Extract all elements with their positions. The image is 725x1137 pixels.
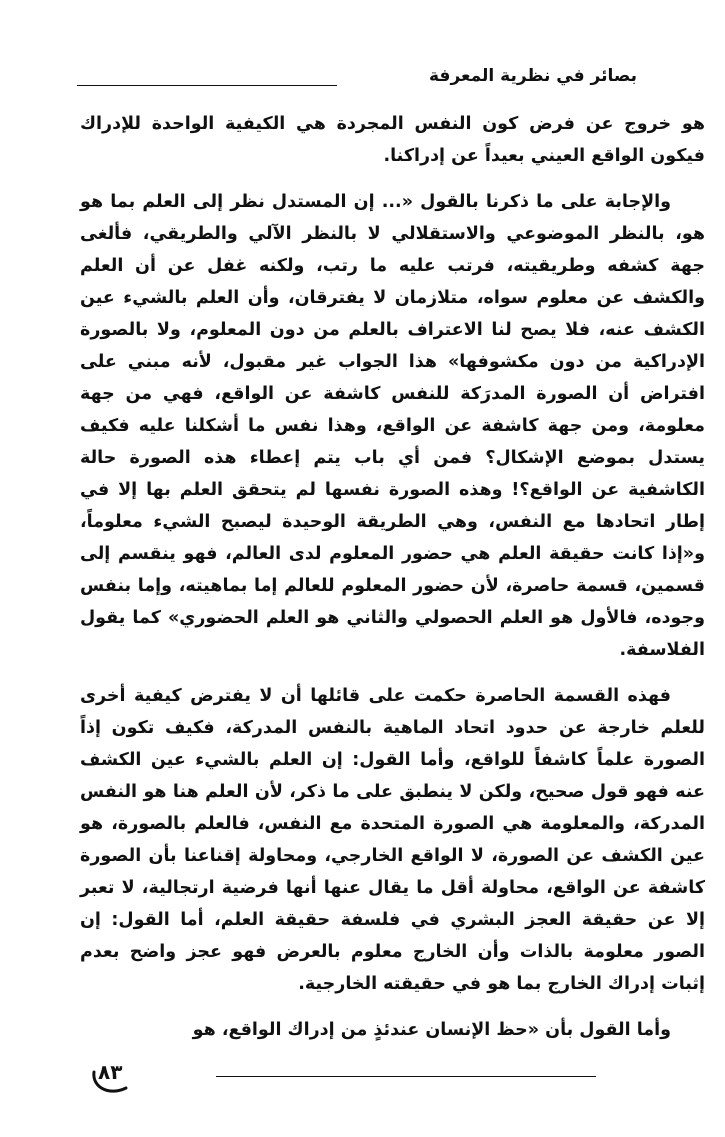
paragraph: والإجابة على ما ذكرنا بالقول «... إن المستدل نظر إلى العلم بما هو هو، بالنظر الموضوعي والاستقلالي لا بالنظر الآلي والطريقي، فألغى جهة كشفه وطريقيته، فرتب عليه ما رتب، ولكنه غفل عن أن العلم والكشف عن معلوم سواه، متلازمان لا يفترقان، وأن العلم بالشيء عين الكشف عنه، فلا يصح لنا الاعتراف بالعلم من دون المعلوم، ولا بالصورة الإدراكية من دون مكشوفها» هذا الجواب غير مقبول، لأنه مبني على افتراض أن الصورة المدرَكة للنفس كاشفة عن الواقع، فهي من جهة معلومة، ومن جهة كاشفة عن الواقع، وهذا نفس ما أشكلنا عليه فكيف يستدل بموضع الإشكال؟ فمن أي باب يتم إعطاء هذه الصورة حالة الكاشفية عن الواقع؟! وهذه الصورة نفسها لم يتحقق العلم بها إلا في إطار اتحادها مع النفس، وهي الطريقة الوحيدة ليصبح الشيء معلوماً، و«إذا كانت حقيقة العلم هي حضور المعلوم لدى العالم، فهو ينقسم إلى قسمين، قسمة حاصرة، لأن حضور المعلوم للعالم إما بماهيته، وإما بنفس وجوده، فالأول هو العلم الحصولي والثاني هو العلم الحضوري» كما يقول الفلاسفة. xyxy=(80,192,705,660)
running-header xyxy=(77,66,637,96)
paragraph-continues: وأما القول بأن «حظ الإنسان عندئذٍ من إدراك الواقع، هو xyxy=(192,1020,671,1040)
book-title: بصائر في نظرية المعرفة xyxy=(429,66,637,86)
paragraph: فهذه القسمة الحاصرة حكمت على قائلها أن لا يفترض كيفية أخرى للعلم خارجة عن حدود اتحاد الماهية بالنفس المدركة، فكيف تكون إذاً الصورة علماً كاشفاً للواقع، وأما القول: إن العلم بالشيء عين الكشف عنه فهو قول صحيح، ولكن لا ينطبق على ما ذكر، لأن العلم هنا هو النفس المدركة، والمعلومة هي الصورة المتحدة مع النفس، فالعلم بالصورة، هو عين الكشف عن الصورة، لا الواقع الخارجي، ومحاولة إقناعنا بأن الصورة كاشفة عن الواقع، محاولة أقل ما يقال عنها أنها فرضية ارتجالية، لا تعبر إلا عن حقيقة العجز البشري في فلسفة حقيقة العلم، أما القول: إن الصور معلومة بالذات وأن الخارج معلوم بالعرض فهو عجز واضح بعدم إثبات إدراك الخارج بما هو في حقيقته الخارجية. xyxy=(80,686,705,994)
body-text xyxy=(80,108,705,1060)
header-rule xyxy=(77,85,337,86)
paragraph-continuation: هو خروج عن فرض كون النفس المجردة هي الكيفية الواحدة للإدراك فيكون الواقع العيني بعيداً عن إدراكنا. xyxy=(80,114,705,166)
page-number: ٨٣ xyxy=(98,1060,123,1084)
page-footer xyxy=(88,1058,608,1098)
footer-rule xyxy=(216,1076,596,1077)
page-number-ornament xyxy=(88,1058,134,1098)
